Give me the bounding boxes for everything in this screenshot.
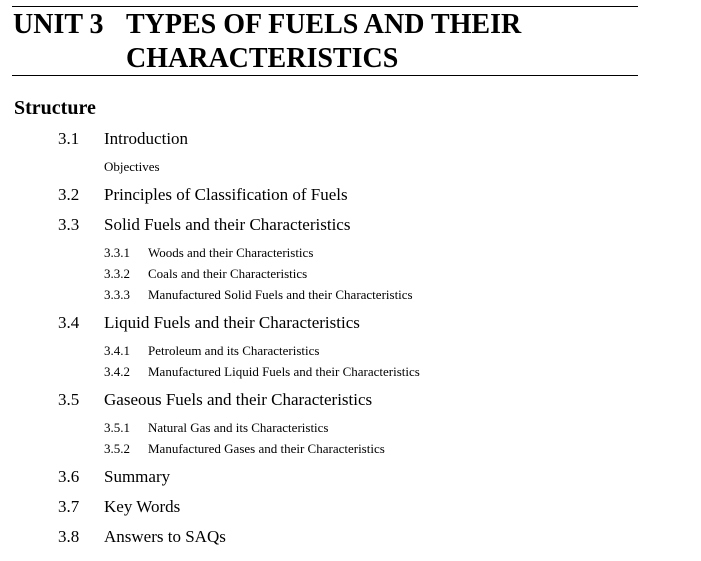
subsection-title: Woods and their Characteristics bbox=[148, 245, 314, 260]
subsection-number: 3.3.1 bbox=[104, 245, 130, 260]
subsection-number: 3.4.1 bbox=[104, 343, 130, 358]
structure-heading: Structure bbox=[14, 97, 96, 119]
section-title: Introduction bbox=[104, 129, 189, 148]
subsection-title: Manufactured Gases and their Characteristics bbox=[148, 441, 385, 456]
subsection-title: Natural Gas and its Characteristics bbox=[148, 420, 329, 435]
section-number: 3.6 bbox=[58, 467, 80, 486]
section-title: Summary bbox=[104, 467, 171, 486]
objectives-label: Objectives bbox=[104, 159, 160, 174]
subsection-number: 3.3.3 bbox=[104, 287, 130, 302]
bottom-rule bbox=[12, 75, 638, 76]
unit-title bbox=[126, 8, 521, 76]
unit-title-line-1: TYPES OF FUELS AND THEIR bbox=[126, 9, 522, 40]
section-title: Liquid Fuels and their Characteristics bbox=[104, 313, 360, 332]
section-number: 3.7 bbox=[58, 497, 80, 516]
subsection-number: 3.4.2 bbox=[104, 364, 130, 379]
section-title: Gaseous Fuels and their Characteristics bbox=[104, 390, 373, 409]
section-number: 3.5 bbox=[58, 390, 80, 409]
section-title: Solid Fuels and their Characteristics bbox=[104, 215, 351, 234]
subsection-number: 3.5.1 bbox=[104, 420, 130, 435]
subsection-title: Manufactured Solid Fuels and their Characteristics bbox=[148, 287, 413, 302]
unit-title-line-2: CHARACTERISTICS bbox=[126, 43, 399, 74]
subsection-title: Petroleum and its Characteristics bbox=[148, 343, 320, 358]
unit-label: UNIT 3 bbox=[13, 9, 104, 40]
subsection-number: 3.3.2 bbox=[104, 266, 130, 281]
section-title: Principles of Classification of Fuels bbox=[104, 185, 348, 204]
section-number: 3.1 bbox=[58, 129, 80, 148]
subsection-title: Coals and their Characteristics bbox=[148, 266, 308, 281]
section-number: 3.4 bbox=[58, 313, 80, 332]
section-title: Key Words bbox=[104, 497, 181, 516]
section-number: 3.8 bbox=[58, 527, 80, 546]
section-title: Answers to SAQs bbox=[104, 527, 226, 546]
subsection-number: 3.5.2 bbox=[104, 441, 130, 456]
top-rule bbox=[12, 6, 638, 7]
section-number: 3.3 bbox=[58, 215, 80, 234]
subsection-title: Manufactured Liquid Fuels and their Characteristics bbox=[148, 364, 420, 379]
section-number: 3.2 bbox=[58, 185, 80, 204]
